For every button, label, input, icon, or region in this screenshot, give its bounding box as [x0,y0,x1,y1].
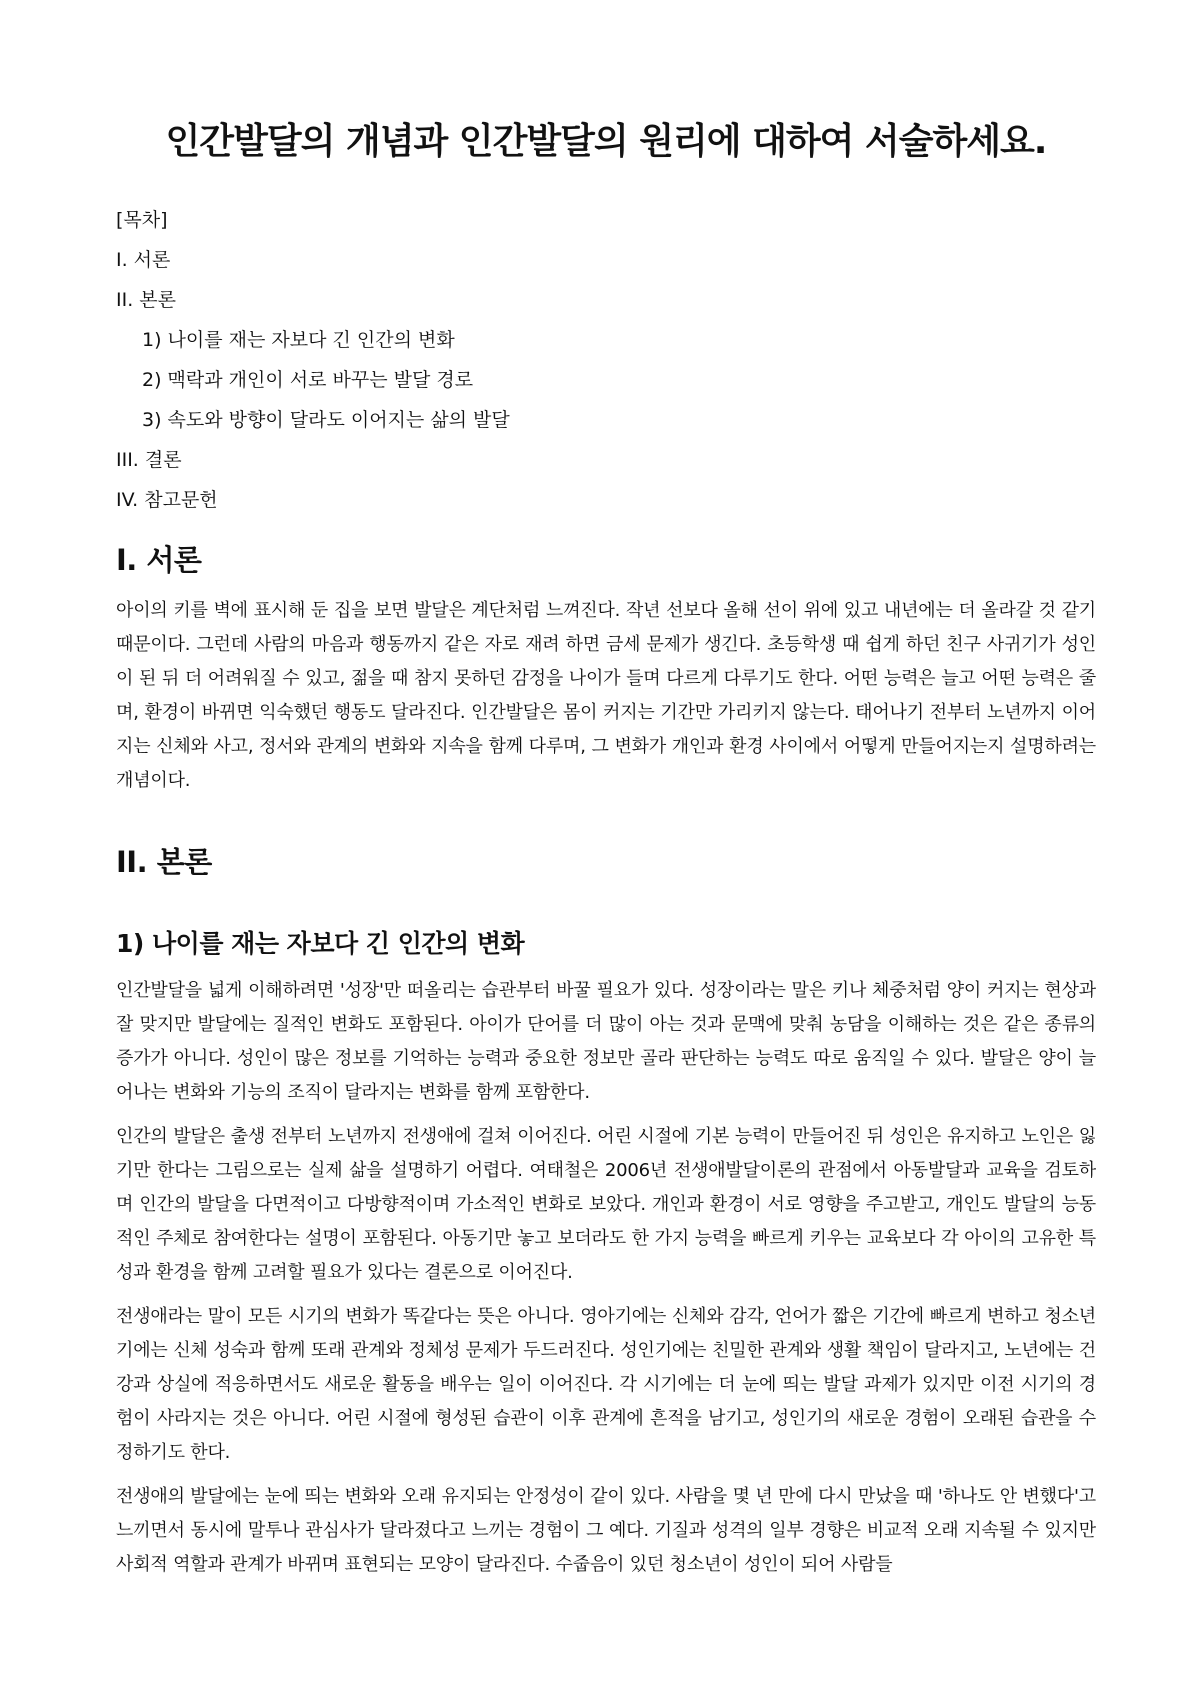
subsection-heading: 1) 나이를 재는 자보다 긴 인간의 변화 [116,929,525,958]
section-heading: II. 본론 [116,845,212,879]
toc-item-conclusion: III. 결론 [116,449,182,471]
section-heading: I. 서론 [116,543,202,577]
paragraph: 인간발달을 넓게 이해하려면 '성장'만 떠올리는 습관부터 바꿀 필요가 있다. 성장이라는 말은 키나 체중처럼 양이 커지는 현상과 잘 맞지만 발달에는 질적인 변화도 포함된다. 아이가 단어를 더 많이 아는 것과 문맥에 맞춰 농담을 이해하는 것은 같은 종류의 증가가 아니다. 성인이 많은 정보를 기억하는 능력과 중요한 정보만 골라 판단하는 능력도 따로 움직일 수 있다. 발달은 양이 늘어나는 변화와 기능의 조직이 달라지는 변화를 함께 포함한다. [116,980,1096,1103]
toc-item-body-1: 1) 나이를 재는 자보다 긴 인간의 변화 [142,329,455,351]
toc-item-introduction: I. 서론 [116,249,171,271]
paragraph: 전생애라는 말이 모든 시기의 변화가 똑같다는 뜻은 아니다. 영아기에는 신체와 감각, 언어가 짧은 기간에 빠르게 변하고 청소년기에는 신체 성숙과 함께 또래 관계와 정체성 문제가 두드러진다. 성인기에는 친밀한 관계와 생활 책임이 달라지고, 노년에는 건강과 상실에 적응하면서도 새로운 활동을 배우는 일이 이어진다. 각 시기에는 더 눈에 띄는 발달 과제가 있지만 이전 시기의 경험이 사라지는 것은 아니다. 어린 시절에 형성된 습관이 이후 관계에 흔적을 남기고, 성인기의 새로운 경험이 오래된 습관을 수정하기도 한다. [116,1306,1096,1463]
paragraph: 전생애의 발달에는 눈에 띄는 변화와 오래 유지되는 안정성이 같이 있다. 사람을 몇 년 만에 다시 만났을 때 '하나도 안 변했다'고 느끼면서 동시에 말투나 관심사가 달라졌다고 느끼는 경험이 그 예다. 기질과 성격의 일부 경향은 비교적 오래 지속될 수 있지만 사회적 역할과 관계가 바뀌며 표현되는 모양이 달라진다. 수줍음이 있던 청소년이 성인이 되어 사람들 [116,1486,1096,1575]
toc-item-body: II. 본론 [116,289,176,311]
section-introduction [116,540,1096,798]
section-body [116,842,1096,1582]
toc-item-references: IV. 참고문헌 [116,489,218,511]
toc-item-body-3: 3) 속도와 방향이 달라도 이어지는 삶의 발달 [142,409,510,431]
paragraph: 아이의 키를 벽에 표시해 둔 집을 보면 발달은 계단처럼 느껴진다. 작년 선보다 올해 선이 위에 있고 내년에는 더 올라갈 것 같기 때문이다. 그런데 사람의 마음과 행동까지 같은 자로 재려 하면 금세 문제가 생긴다. 초등학생 때 쉽게 하던 친구 사귀기가 성인이 된 뒤 더 어려워질 수 있고, 젊을 때 참지 못하던 감정을 나이가 들며 다르게 다루기도 한다. 어떤 능력은 늘고 어떤 능력은 줄며, 환경이 바뀌면 익숙했던 행동도 달라진다. 인간발달은 몸이 커지는 기간만 가리키지 않는다. 태어나기 전부터 노년까지 이어지는 신체와 사고, 정서와 관계의 변화와 지속을 함께 다루며, 그 변화가 개인과 환경 사이에서 어떻게 만들어지는지 설명하려는 개념이다. [116,600,1096,791]
document-title: 인간발달의 개념과 인간발달의 원리에 대하여 서술하세요. [165,121,1047,162]
subsection-1 [116,926,1096,1582]
toc-item-body-2: 2) 맥락과 개인이 서로 바꾸는 발달 경로 [142,369,474,391]
table-of-contents [116,206,1096,514]
paragraph: 인간의 발달은 출생 전부터 노년까지 전생애에 걸쳐 이어진다. 어린 시절에 기본 능력이 만들어진 뒤 성인은 유지하고 노인은 잃기만 한다는 그림으로는 실제 삶을 설명하기 어렵다. 여태철은 2006년 전생애발달이론의 관점에서 아동발달과 교육을 검토하며 인간의 발달을 다면적이고 다방향적이며 가소적인 변화로 보았다. 개인과 환경이 서로 영향을 주고받고, 개인도 발달의 능동적인 주체로 참여한다는 설명이 포함된다. 아동기만 놓고 보더라도 한 가지 능력을 빠르게 키우는 교육보다 각 아이의 고유한 특성과 환경을 함께 고려할 필요가 있다는 결론으로 이어진다. [116,1126,1096,1283]
toc-heading: [목차] [116,209,168,231]
